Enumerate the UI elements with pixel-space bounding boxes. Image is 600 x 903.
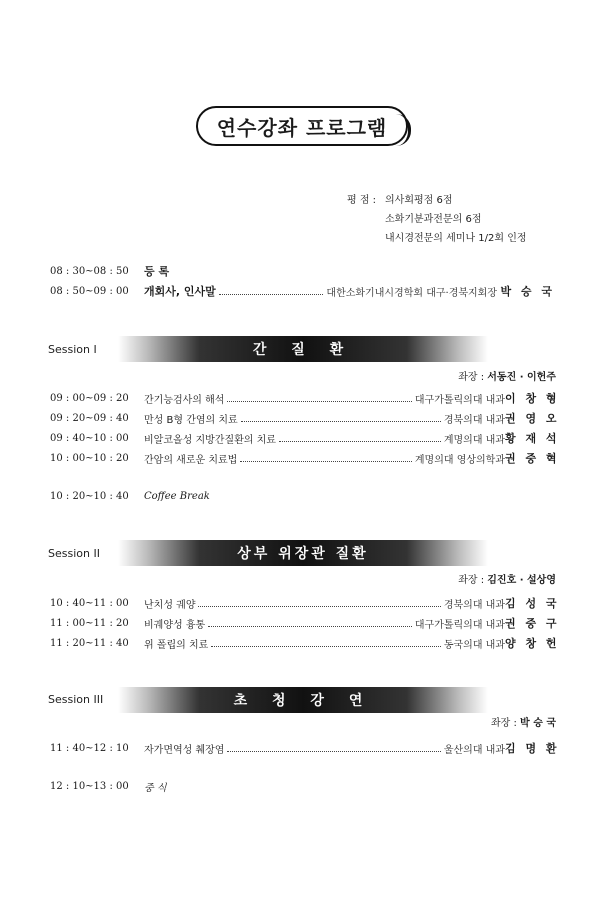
session-2-banner xyxy=(118,540,488,566)
row-speaker: 황 재 석 xyxy=(505,432,560,445)
row-time: 09 : 00~09 : 20 xyxy=(50,392,129,404)
table-row xyxy=(50,449,560,467)
leader-dots xyxy=(219,294,324,295)
row-affiliation: 대구가톨릭의대 내과 xyxy=(414,619,505,631)
row-speaker: 권 중 구 xyxy=(505,617,560,630)
row-topic: 중 식 xyxy=(144,782,167,794)
row-topic: 등 록 xyxy=(144,265,170,278)
schedule-row-opening xyxy=(50,282,555,300)
row-affiliation: 경북의대 내과 xyxy=(443,414,505,426)
table-row xyxy=(50,739,560,757)
schedule-row-registration xyxy=(50,262,555,280)
credit-line: 의사회평점 6점 xyxy=(385,195,453,206)
row-time: 11 : 00~11 : 20 xyxy=(50,617,129,629)
credit-line: 내시경전문의 세미나 1/2회 인정 xyxy=(385,233,527,244)
table-row xyxy=(50,614,560,632)
row-speaker: 권 영 오 xyxy=(505,412,560,425)
session-3-chair xyxy=(491,714,556,729)
session-3-banner xyxy=(118,687,488,713)
row-topic: 간기능검사의 해석 xyxy=(144,394,225,406)
session-3-label: Session III xyxy=(48,693,104,706)
session-1-label: Session I xyxy=(48,343,97,356)
credit-line: 소화기분과전문의 6점 xyxy=(385,214,482,225)
session-1-banner xyxy=(118,336,488,362)
row-speaker: 권 중 혁 xyxy=(505,452,560,465)
row-time: 11 : 40~12 : 10 xyxy=(50,742,129,754)
chair-names: 서동진 · 이헌주 xyxy=(487,372,556,383)
row-topic: 간암의 새로운 치료법 xyxy=(144,454,238,466)
table-row xyxy=(50,429,560,447)
row-time: 10 : 40~11 : 00 xyxy=(50,597,129,609)
credits-label: 평 점 : xyxy=(347,195,377,206)
session-3-title: 초 청 강 연 xyxy=(233,693,373,709)
row-time: 12 : 10~13 : 00 xyxy=(50,780,129,792)
schedule-row-lunch xyxy=(50,777,555,795)
row-time: 08 : 30~08 : 50 xyxy=(50,265,129,277)
row-topic: 난치성 궤양 xyxy=(144,599,196,611)
leader-dots xyxy=(241,421,441,422)
row-topic: 비궤양성 흉통 xyxy=(144,619,206,631)
session-2-label: Session II xyxy=(48,547,100,560)
session-1-title: 간 질 환 xyxy=(252,342,354,358)
row-affiliation: 계명의대 내과 xyxy=(443,434,505,446)
chair-label: 좌장 : xyxy=(458,372,488,383)
table-row xyxy=(50,389,560,407)
chair-label: 좌장 : xyxy=(458,575,488,586)
table-row xyxy=(50,634,560,652)
row-speaker: 김 명 환 xyxy=(505,742,560,755)
leader-dots xyxy=(198,606,440,607)
row-affiliation: 대구가톨릭의대 내과 xyxy=(414,394,505,406)
row-topic: 자가면역성 췌장염 xyxy=(144,744,225,756)
session-2-title: 상부 위장관 질환 xyxy=(237,546,369,562)
row-time: 09 : 20~09 : 40 xyxy=(50,412,129,424)
title-box xyxy=(196,106,408,146)
row-topic: 비알코올성 지방간질환의 치료 xyxy=(144,434,276,446)
leader-dots xyxy=(227,401,411,402)
row-time: 11 : 20~11 : 40 xyxy=(50,637,129,649)
row-topic: 위 폴립의 치료 xyxy=(144,639,209,651)
row-affiliation: 경북의대 내과 xyxy=(443,599,505,611)
chair-label: 좌장 : xyxy=(491,718,521,729)
page-title: 연수강좌 프로그램 xyxy=(216,115,388,140)
title-box-shadow xyxy=(396,114,411,146)
leader-dots xyxy=(211,646,441,647)
row-affiliation: 대한소화기내시경학회 대구·경북지회장 xyxy=(326,287,497,299)
schedule-row-coffee-break xyxy=(50,487,555,505)
leader-dots xyxy=(240,461,412,462)
row-time: 10 : 00~10 : 20 xyxy=(50,452,129,464)
credits-block xyxy=(347,191,527,248)
row-affiliation: 동국의대 내과 xyxy=(443,639,505,651)
session-1-chair xyxy=(458,368,556,383)
row-affiliation: 울산의대 내과 xyxy=(443,744,505,756)
row-topic: 개회사, 인사말 xyxy=(144,285,216,298)
table-row xyxy=(50,594,560,612)
leader-dots xyxy=(279,441,441,442)
row-speaker: 이 창 형 xyxy=(505,392,560,405)
chair-names: 박 승 국 xyxy=(520,718,556,729)
row-topic: Coffee Break xyxy=(144,490,210,502)
row-time: 08 : 50~09 : 00 xyxy=(50,285,129,297)
row-speaker: 양 창 헌 xyxy=(505,637,560,650)
leader-dots xyxy=(208,626,412,627)
row-affiliation: 계명의대 영상의학과 xyxy=(414,454,505,466)
table-row xyxy=(50,409,560,427)
row-time: 10 : 20~10 : 40 xyxy=(50,490,129,502)
session-2-chair xyxy=(458,571,556,586)
leader-dots xyxy=(227,751,440,752)
row-speaker: 김 성 국 xyxy=(505,597,560,610)
chair-names: 김진호 · 설상영 xyxy=(487,575,556,586)
row-speaker: 박 승 국 xyxy=(500,285,555,298)
row-time: 09 : 40~10 : 00 xyxy=(50,432,129,444)
row-topic: 만성 B형 간염의 치료 xyxy=(144,414,238,426)
